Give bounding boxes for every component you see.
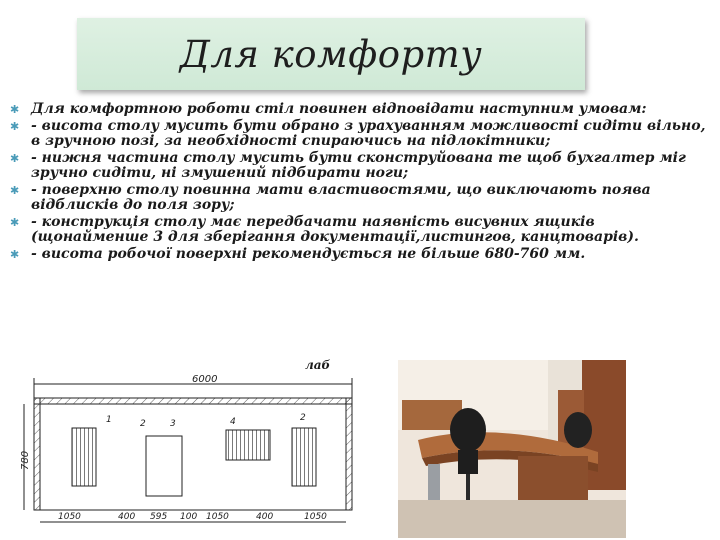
list-item <box>10 215 715 246</box>
segment-label: 1050 <box>58 512 81 522</box>
bullet-list <box>10 102 715 263</box>
item-label: 2 <box>140 419 146 429</box>
segment-label: 595 <box>150 512 168 522</box>
item-label: 1 <box>106 415 112 425</box>
segment-label: 400 <box>256 512 274 522</box>
item-label: 4 <box>230 417 236 427</box>
list-item <box>10 102 715 118</box>
bullet-icon: ✱ <box>10 119 20 133</box>
segment-label: 1050 <box>304 512 327 522</box>
bullet-icon: ✱ <box>10 247 20 261</box>
list-item-text: - поверхню столу повинна мати властивостями, що виключають поява відблисків до поля зору; <box>31 181 651 213</box>
list-item <box>10 247 715 263</box>
bullet-icon: ✱ <box>10 151 20 165</box>
list-item <box>10 119 715 150</box>
item-label: 3 <box>170 419 176 429</box>
list-item-text: - нижня частина столу мусить бути сконструйована те щоб бухгалтер міг зручно сидіти, ні змушений підбирати ноги; <box>31 149 686 181</box>
height-label: 780 <box>20 450 31 470</box>
list-item-text: - конструкція столу має передбачати наявність висувних ящиків (щонайменше 3 для зберігання документації,листингов, канцтоварів). <box>31 213 639 245</box>
office-desk-photo <box>398 360 626 538</box>
bullet-icon: ✱ <box>10 103 20 116</box>
title-banner <box>77 18 585 90</box>
item-label: 2 <box>300 413 306 423</box>
page-title: Для комфорту <box>179 32 483 76</box>
list-item <box>10 151 715 182</box>
segment-label: 100 <box>180 512 198 522</box>
bullet-icon: ✱ <box>10 215 20 229</box>
segment-label: 400 <box>118 512 136 522</box>
list-item-text: - висота робочої поверхні рекомендується не більше 680-760 мм. <box>31 245 586 262</box>
list-item-text: Для комфортною роботи стіл повинен відповідати наступним умовам: <box>31 101 647 117</box>
overlapped-text: лаб <box>305 358 331 372</box>
office-layout-drawing <box>20 372 392 532</box>
bullet-icon: ✱ <box>10 183 20 197</box>
segment-label: 1050 <box>206 512 229 522</box>
list-item <box>10 183 715 214</box>
list-item-text: - висота столу мусить бути обрано з урахуванням можливості сидіти вільно, в зручною позі, за необхідності спираючись на підлокітники; <box>31 117 706 149</box>
total-width-label: 6000 <box>192 374 218 385</box>
